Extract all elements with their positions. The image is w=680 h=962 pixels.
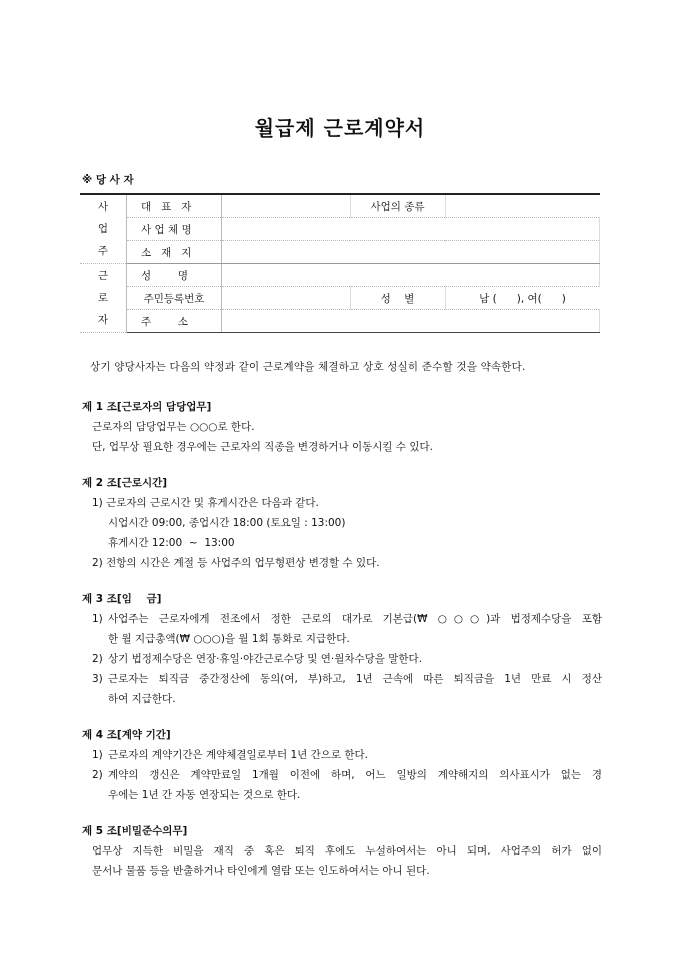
- item-text: 우에는 1년 간 자동 연장되는 것으로 한다.: [108, 789, 301, 801]
- table-row: [80, 310, 600, 333]
- item-text: 하여 지급한다.: [108, 693, 176, 705]
- item-number: 3): [92, 673, 103, 685]
- item-text: 상기 법정제수당은 연장·휴일·야간근로수당 및 연·월차수당을 말한다.: [108, 653, 423, 665]
- group-char: 로: [97, 292, 109, 304]
- representative-value[interactable]: [222, 194, 351, 218]
- gender-label: 성 별: [350, 287, 445, 310]
- list-item-continuation: [82, 689, 602, 709]
- item-number: 2): [92, 653, 103, 665]
- article-line: 1) 근로자의 근로시간 및 휴게시간은 다음과 같다.: [92, 497, 319, 509]
- item-number: 1): [92, 749, 103, 761]
- item-text: 근로자는 퇴직금 중간정산에 동의(여, 부)하고, 1년 근속에 따른 퇴직금을 1년 만료 시 정산: [108, 673, 602, 685]
- article-4: [82, 725, 602, 805]
- employer-group-label: [80, 194, 127, 264]
- parties-heading: ※ 당 사 자: [82, 174, 134, 186]
- article-2: [82, 473, 602, 573]
- group-char: 근: [97, 270, 109, 282]
- item-text: 사업주는 근로자에게 전조에서 정한 근로의 대가로 기본급(₩ ○○○)과 법정제수당을 포함: [108, 613, 602, 625]
- item-number: 1): [92, 613, 103, 625]
- business-type-label: 사업의 종류: [350, 194, 445, 218]
- break-time-line: 휴게시간 12:00 ~ 13:00: [108, 537, 235, 549]
- article-1: [82, 397, 602, 457]
- article-title: 제 3 조[임 금]: [82, 593, 162, 605]
- work-time-line: 시업시간 09:00, 종업시간 18:00 (토요일 : 13:00): [108, 517, 346, 529]
- worker-name-value[interactable]: [222, 264, 600, 287]
- parties-table: [80, 193, 600, 333]
- table-row: [80, 218, 600, 241]
- group-char: 사: [97, 201, 109, 213]
- company-name-label: 사 업 체 명: [127, 218, 222, 241]
- worker-group-label: [80, 264, 127, 333]
- article-title: 제 5 조[비밀준수의무]: [82, 825, 188, 837]
- group-char: 주: [97, 245, 109, 257]
- item-text: 한 월 지급총액(₩ ○○○)을 월 1회 통화로 지급한다.: [108, 633, 350, 645]
- representative-label: 대 표 자: [127, 194, 222, 218]
- company-name-value[interactable]: [222, 218, 600, 241]
- worker-address-value[interactable]: [222, 310, 600, 333]
- article-3: [82, 589, 602, 709]
- document-title: 월급제 근로계약서: [254, 116, 426, 140]
- business-type-value[interactable]: [445, 194, 600, 218]
- resident-number-value[interactable]: [222, 287, 351, 310]
- list-item: [82, 649, 602, 669]
- article-line: 문서나 물품 등을 반출하거나 타인에게 열람 또는 인도하여서는 아니 된다.: [92, 865, 430, 877]
- list-item: [82, 745, 602, 765]
- list-item-continuation: [82, 629, 602, 649]
- table-row: [80, 241, 600, 264]
- list-item-continuation: [82, 785, 602, 805]
- article-title: 제 4 조[계약 기간]: [82, 729, 171, 741]
- table-row: [80, 264, 600, 287]
- worker-address-label: 주 소: [127, 310, 222, 333]
- article-line: 근로자의 담당업무는 ○○○로 한다.: [92, 421, 255, 433]
- intro-paragraph: 상기 양당사자는 다음의 약정과 같이 근로계약을 체결하고 상호 성실히 준수할 것을 약속한다.: [90, 361, 526, 373]
- location-label: 소 재 지: [127, 241, 222, 264]
- item-text: 근로자의 계약기간은 계약체결일로부터 1년 간으로 한다.: [108, 749, 368, 761]
- article-line: 2) 전항의 시간은 계절 등 사업주의 업무형편상 변경할 수 있다.: [92, 557, 380, 569]
- article-5: [82, 821, 602, 881]
- group-char: 업: [97, 223, 109, 235]
- item-number: 2): [92, 769, 103, 781]
- resident-number-label: 주민등록번호: [127, 287, 222, 310]
- table-row: [80, 194, 600, 218]
- item-text: 계약의 갱신은 계약만료일 1개월 이전에 하며, 어느 일방의 계약해지의 의사표시가 없는 경: [108, 769, 602, 781]
- location-value[interactable]: [222, 241, 600, 264]
- list-item: [82, 609, 602, 629]
- gender-value[interactable]: 남 ( ), 여( ): [445, 287, 600, 310]
- table-row: [80, 287, 600, 310]
- article-line: 단, 업무상 필요한 경우에는 근로자의 직종을 변경하거나 이동시킬 수 있다.: [92, 441, 434, 453]
- list-item: [82, 669, 602, 689]
- list-item: [82, 765, 602, 785]
- article-title: 제 1 조[근로자의 담당업무]: [82, 401, 212, 413]
- article-line: 업무상 지득한 비밀을 재직 중 혹은 퇴직 후에도 누설하여서는 아니 되며, 사업주의 허가 없이: [92, 845, 602, 857]
- article-title: 제 2 조[근로시간]: [82, 477, 168, 489]
- group-char: 자: [97, 314, 109, 326]
- worker-name-label: 성 명: [127, 264, 222, 287]
